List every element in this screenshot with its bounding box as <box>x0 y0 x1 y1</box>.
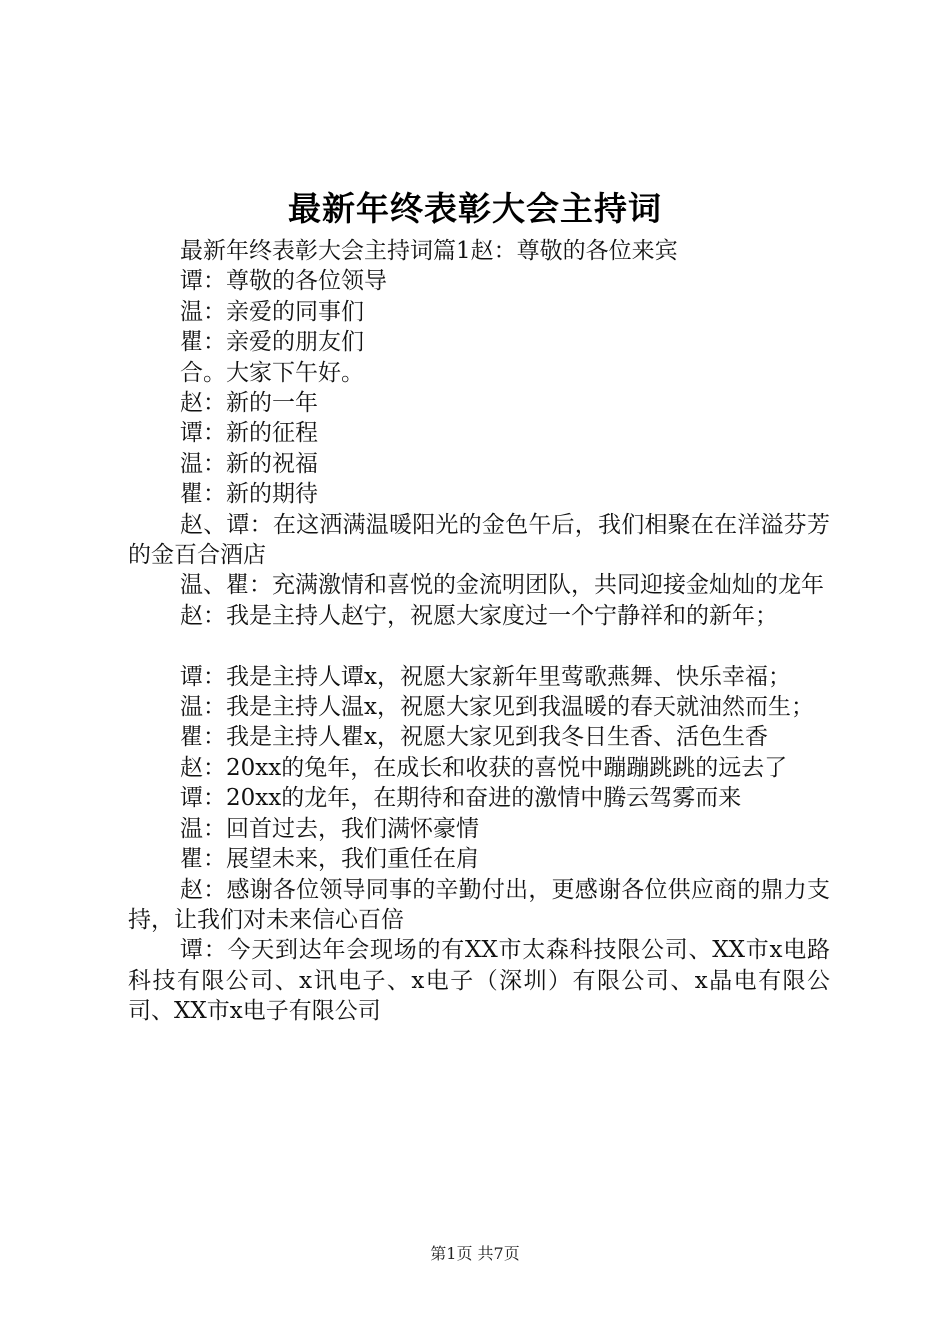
paragraph: 赵：我是主持人赵宁，祝愿大家度过一个宁静祥和的新年； <box>180 602 778 629</box>
paragraph: 温：新的祝福 <box>180 450 318 477</box>
document-body <box>128 236 830 1027</box>
paragraph: 谭：尊敬的各位领导 <box>180 268 387 295</box>
paragraph: 瞿：展望未来，我们重任在肩 <box>180 846 479 873</box>
blank-line <box>128 631 830 661</box>
paragraph: 谭：我是主持人谭x，祝愿大家新年里莺歌燕舞、快乐幸福； <box>180 663 791 690</box>
paragraph: 瞿：我是主持人瞿x，祝愿大家见到我冬日生香、活色生香 <box>180 724 768 751</box>
paragraph: 赵：感谢各位领导同事的辛勤付出，更感谢各位供应商的鼎力支持，让我们对未来信心百倍 <box>128 876 830 933</box>
paragraph: 谭：20xx的龙年，在期待和奋进的激情中腾云驾雾而来 <box>180 785 742 812</box>
paragraph: 赵：20xx的兔年，在成长和收获的喜悦中蹦蹦跳跳的远去了 <box>180 754 788 781</box>
document-title: 最新年终表彰大会主持词 <box>288 189 662 228</box>
paragraph: 谭：今天到达年会现场的有XX市太森科技限公司、XX市x电路科技有限公司、x讯电子、x电子（深圳）有限公司、x晶电有限公司、XX市x电子有限公司 <box>128 937 830 1025</box>
paragraph: 温、瞿：充满激情和喜悦的金流明团队，共同迎接金灿灿的龙年 <box>180 572 824 599</box>
paragraph: 瞿：新的期待 <box>180 481 318 508</box>
page-footer: 第1页 共7页 <box>430 1244 520 1263</box>
paragraph: 瞿：亲爱的朋友们 <box>180 329 364 356</box>
paragraph: 赵、谭：在这洒满温暖阳光的金色午后，我们相聚在在洋溢芬芳的金百合酒店 <box>128 511 830 569</box>
paragraph: 谭：新的征程 <box>180 420 318 447</box>
paragraph: 赵：新的一年 <box>180 390 318 417</box>
paragraph: 温：亲爱的同事们 <box>180 298 364 325</box>
paragraph: 合。大家下午好。 <box>180 359 364 386</box>
paragraph: 温：回首过去，我们满怀豪情 <box>180 815 479 842</box>
paragraph: 最新年终表彰大会主持词篇1赵：尊敬的各位来宾 <box>180 238 678 264</box>
paragraph: 温：我是主持人温x，祝愿大家见到我温暖的春天就油然而生； <box>180 694 814 721</box>
